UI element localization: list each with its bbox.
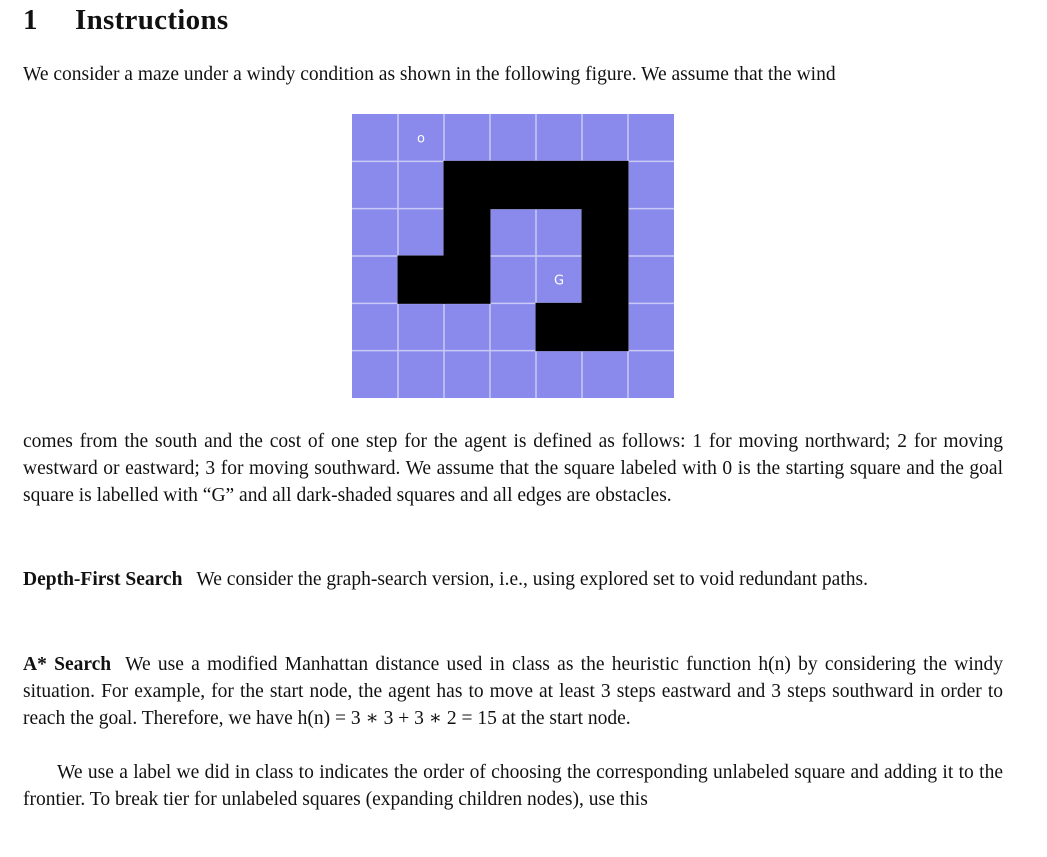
- maze-obstacle-cell: [582, 208, 629, 256]
- maze-grid: [352, 114, 674, 398]
- maze-cell: [582, 114, 628, 161]
- maze-obstacle-cell: [444, 161, 491, 209]
- maze-cell: [444, 303, 490, 350]
- start-label: o: [417, 131, 425, 147]
- cost-paragraph: comes from the south and the cost of one step for the agent is defined as follows: 1 for moving northward; 2 for moving westward or eastward; 3 for moving southward. We assume that the square labeled with 0 is the starting square and the goal square is labelled with “G” and all dark-shaded squares and all edges are obstacles.: [23, 431, 1003, 506]
- astar-heading: A* Search: [23, 654, 112, 675]
- maze-cell: [352, 303, 398, 350]
- section-number: 1: [23, 4, 38, 36]
- maze-cell: [536, 114, 582, 161]
- maze-obstacle-cell: [582, 161, 629, 209]
- maze-cell: [536, 209, 582, 256]
- maze-cell: [398, 209, 444, 256]
- final-paragraph: We use a label we did in class to indicates the order of choosing the corresponding unlabeled square and adding it to the frontier. To break tier for unlabeled squares (expanding children nodes), use this: [23, 762, 1003, 810]
- maze-cell: [398, 303, 444, 350]
- maze-cell: [490, 114, 536, 161]
- section-heading: [23, 4, 228, 37]
- intro-paragraph: We consider a maze under a windy condition as shown in the following figure. We assume that the wind: [23, 64, 836, 85]
- maze-obstacle-cell: [582, 256, 629, 304]
- dfs-paragraph: [23, 566, 1003, 593]
- maze-obstacle-cell: [490, 161, 537, 209]
- maze-cell: [628, 114, 674, 161]
- maze-cell: [352, 209, 398, 256]
- maze-obstacle-cell: [444, 256, 491, 304]
- maze-cell: [490, 209, 536, 256]
- maze-cell: [398, 161, 444, 208]
- maze-cell: [352, 256, 398, 303]
- maze-cell: [628, 209, 674, 256]
- goal-label: G: [553, 273, 565, 289]
- section-title: Instructions: [75, 4, 229, 36]
- maze-cell: [536, 351, 582, 398]
- maze-cell: [490, 256, 536, 303]
- maze-obstacle-cell: [398, 256, 445, 304]
- maze-cell: [582, 351, 628, 398]
- astar-text: We use a modified Manhattan distance used in class as the heuristic function h(n) by considering the windy situation. For example, for the start node, the agent has to move at least 3 steps eastward and 3 steps southward in order to reach the goal. Therefore, we have h(n) = 3 ∗ 3 + 3 ∗ 2 = 15 at the start node.: [23, 654, 1003, 729]
- maze-cell: [490, 351, 536, 398]
- maze-cell: [490, 303, 536, 350]
- maze-cell: [628, 256, 674, 303]
- maze-obstacle-cell: [582, 303, 629, 351]
- maze-figure: [352, 114, 674, 398]
- maze-cell: [628, 303, 674, 350]
- maze-cell: [444, 351, 490, 398]
- dfs-text: We consider the graph-search version, i.e., using explored set to void redundant paths.: [196, 569, 868, 590]
- maze-cell: [352, 351, 398, 398]
- maze-cell: [628, 161, 674, 208]
- astar-paragraph: [23, 651, 1003, 732]
- maze-obstacle-cell: [444, 208, 491, 256]
- maze-cell: [352, 161, 398, 208]
- maze-cell: [398, 351, 444, 398]
- maze-obstacle-cell: [536, 161, 583, 209]
- maze-cell: [444, 114, 490, 161]
- maze-cell: [628, 351, 674, 398]
- maze-cell: [352, 114, 398, 161]
- dfs-heading: Depth-First Search: [23, 569, 183, 590]
- maze-obstacle-cell: [536, 303, 583, 351]
